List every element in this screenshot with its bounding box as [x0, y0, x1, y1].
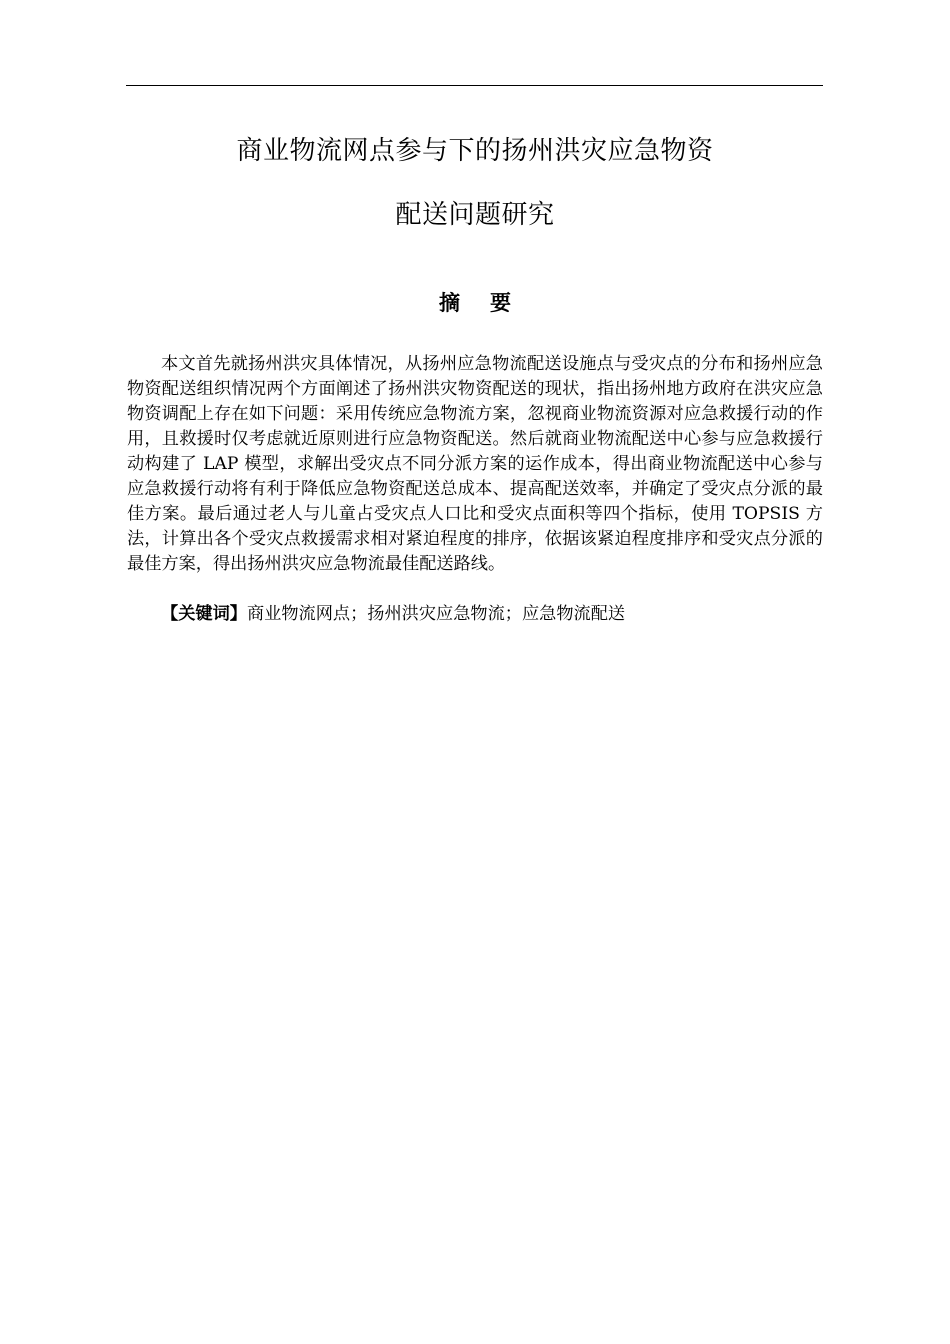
keywords-text: 商业物流网点；扬州洪灾应急物流；应急物流配送: [246, 604, 626, 624]
keywords-line: [127, 602, 823, 627]
paper-title-line-2: 配送问题研究: [395, 200, 555, 230]
paper-title-line-1: 商业物流网点参与下的扬州洪灾应急物资: [236, 136, 714, 166]
abstract-body: 本文首先就扬州洪灾具体情况，从扬州应急物流配送设施点与受灾点的分布和扬州应急物资配送组织情况两个方面阐述了扬州洪灾物资配送的现状，指出扬州地方政府在洪灾应急物资调配上存在如下问题：采用传统应急物流方案，忽视商业物流资源对应急救援行动的作用，且救援时仅考虑就近原则进行应急物资配送。然后就商业物流配送中心参与应急救援行动构建了 LAP 模型，求解出受灾点不同分派方案的运作成本，得出商业物流配送中心参与应急救援行动将有利于降低应急物资配送总成本、提高配送效率，并确定了受灾点分派的最佳方案。最后通过老人与儿童占受灾点人口比和受灾点面积等四个指标，使用 TOPSIS 方法，计算出各个受灾点救援需求相对紧迫程度的排序，依据该紧迫程度排序和受灾点分派的最佳方案，得出扬州洪灾应急物流最佳配送路线。: [127, 354, 823, 574]
keywords-label: 【关键词】: [161, 604, 247, 624]
header-rule: [126, 85, 823, 86]
abstract-heading: 摘要: [439, 291, 541, 315]
